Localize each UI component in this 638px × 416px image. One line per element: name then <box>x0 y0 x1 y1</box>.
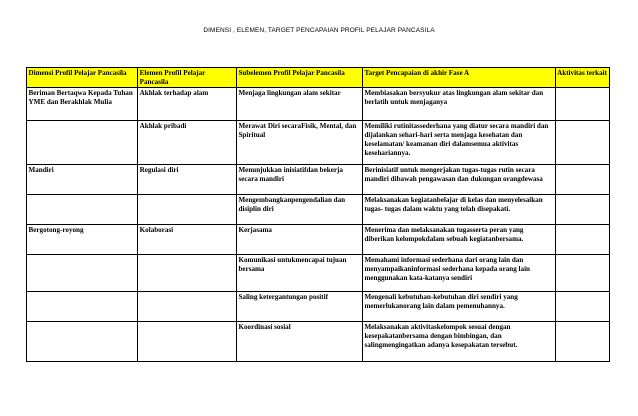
header-dimensi: Dimensi Profil Pelajar Pancasila <box>27 68 138 88</box>
cell-subelemen: Merawat Diri secaraFisik, Mental, dan Spiritual <box>236 121 362 165</box>
cell-aktivitas <box>555 195 609 225</box>
cell-elemen <box>138 292 237 322</box>
cell-dimensi <box>27 255 138 292</box>
cell-dimensi <box>27 322 138 362</box>
table-row <box>27 195 610 225</box>
table-row <box>27 165 610 195</box>
cell-subelemen: Komunikasi untukmencapai tujuan bersama <box>236 255 362 292</box>
cell-elemen: Regulasi diri <box>138 165 237 195</box>
cell-dimensi <box>27 195 138 225</box>
header-aktivitas: Aktivitas terkait <box>555 68 609 88</box>
cell-aktivitas <box>555 255 609 292</box>
cell-aktivitas <box>555 322 609 362</box>
cell-dimensi: Bergotong-royong <box>27 225 138 255</box>
cell-target: Mengenali kebutuhan-kebutuhan diri sendiri yang memerlukanorang lain dalam pemenuhannya. <box>362 292 555 322</box>
header-subelemen: Subelemen Profil Pelajar Pancasila <box>236 68 362 88</box>
cell-target: Menerima dan melaksanakan tugasserta peran yang diberikan kelompokdalam sebuah kegiatanbersama. <box>362 225 555 255</box>
cell-elemen: Akhlak pribadi <box>138 121 237 165</box>
cell-target: Memahami informasi sederhana dari orang lain dan menyampaikaninformasi sederhana kepada orang lain menggunakan kata-katanya sendiri <box>362 255 555 292</box>
cell-dimensi: Mandiri <box>27 165 138 195</box>
cell-target: Membiasakan bersyukur atas lingkungan alam sekitar dan berlatih untuk menjaganya <box>362 88 555 121</box>
cell-elemen <box>138 322 237 362</box>
cell-subelemen: Menunjukkan inisiatifdan bekerja secara mandiri <box>236 165 362 195</box>
cell-target: Melaksanakan aktivitaskelompok sesuai dengan kesepakatanbersama dengan bimbingan, dan salingmengingatkan adanya kesepakatan tersebut. <box>362 322 555 362</box>
table-row <box>27 322 610 362</box>
cell-aktivitas <box>555 165 609 195</box>
header-elemen: Elemen Profil Pelajar Pancasila <box>138 68 237 88</box>
cell-aktivitas <box>555 121 609 165</box>
cell-dimensi: Beriman Bertaqwa Kepada Tuhan YME dan Berakhlak Mulia <box>27 88 138 121</box>
cell-aktivitas <box>555 225 609 255</box>
table-row <box>27 292 610 322</box>
cell-dimensi <box>27 121 138 165</box>
cell-subelemen: Kerjasama <box>236 225 362 255</box>
cell-target: Berinisiatif untuk mengerjakan tugas-tugas rutin secara mandiri dibawah pengawasan dan dukungan orangdewasa <box>362 165 555 195</box>
cell-subelemen: Koordinasi sosial <box>236 322 362 362</box>
document-title: DIMENSI , ELEMEN, TARGET PENCAPAIAN PROFIL PELAJAR PANCASILA <box>203 27 435 34</box>
header-target: Target Pencapaian di akhir Fase A <box>362 68 555 88</box>
cell-elemen: Kolaborasi <box>138 225 237 255</box>
cell-subelemen: Mengembangkanpengendalian dan disiplin diri <box>236 195 362 225</box>
cell-elemen <box>138 195 237 225</box>
cell-aktivitas <box>555 292 609 322</box>
cell-target: Memiliki rutinitassederhana yang diatur secara mandiri dan dijalankan sehari-hari serta menjaga kesehatan dan keselamatan/ keamanan diri dalamsemua aktivitas kesehariannya. <box>362 121 555 165</box>
cell-target: Melaksanakan kegiatanbelajar di kelas dan menyelesaikan tugas- tugas dalam waktu yang telah disepakati. <box>362 195 555 225</box>
cell-aktivitas <box>555 88 609 121</box>
cell-elemen: Akhlak terhadap alam <box>138 88 237 121</box>
cell-subelemen: Saling ketergantungan positif <box>236 292 362 322</box>
profil-pelajar-table <box>26 67 610 362</box>
table-row <box>27 225 610 255</box>
table-header-row <box>27 68 610 88</box>
table-row <box>27 88 610 121</box>
table-row <box>27 121 610 165</box>
cell-elemen <box>138 255 237 292</box>
cell-subelemen: Menjaga lingkungan alam sekitar <box>236 88 362 121</box>
table-row <box>27 255 610 292</box>
cell-dimensi <box>27 292 138 322</box>
